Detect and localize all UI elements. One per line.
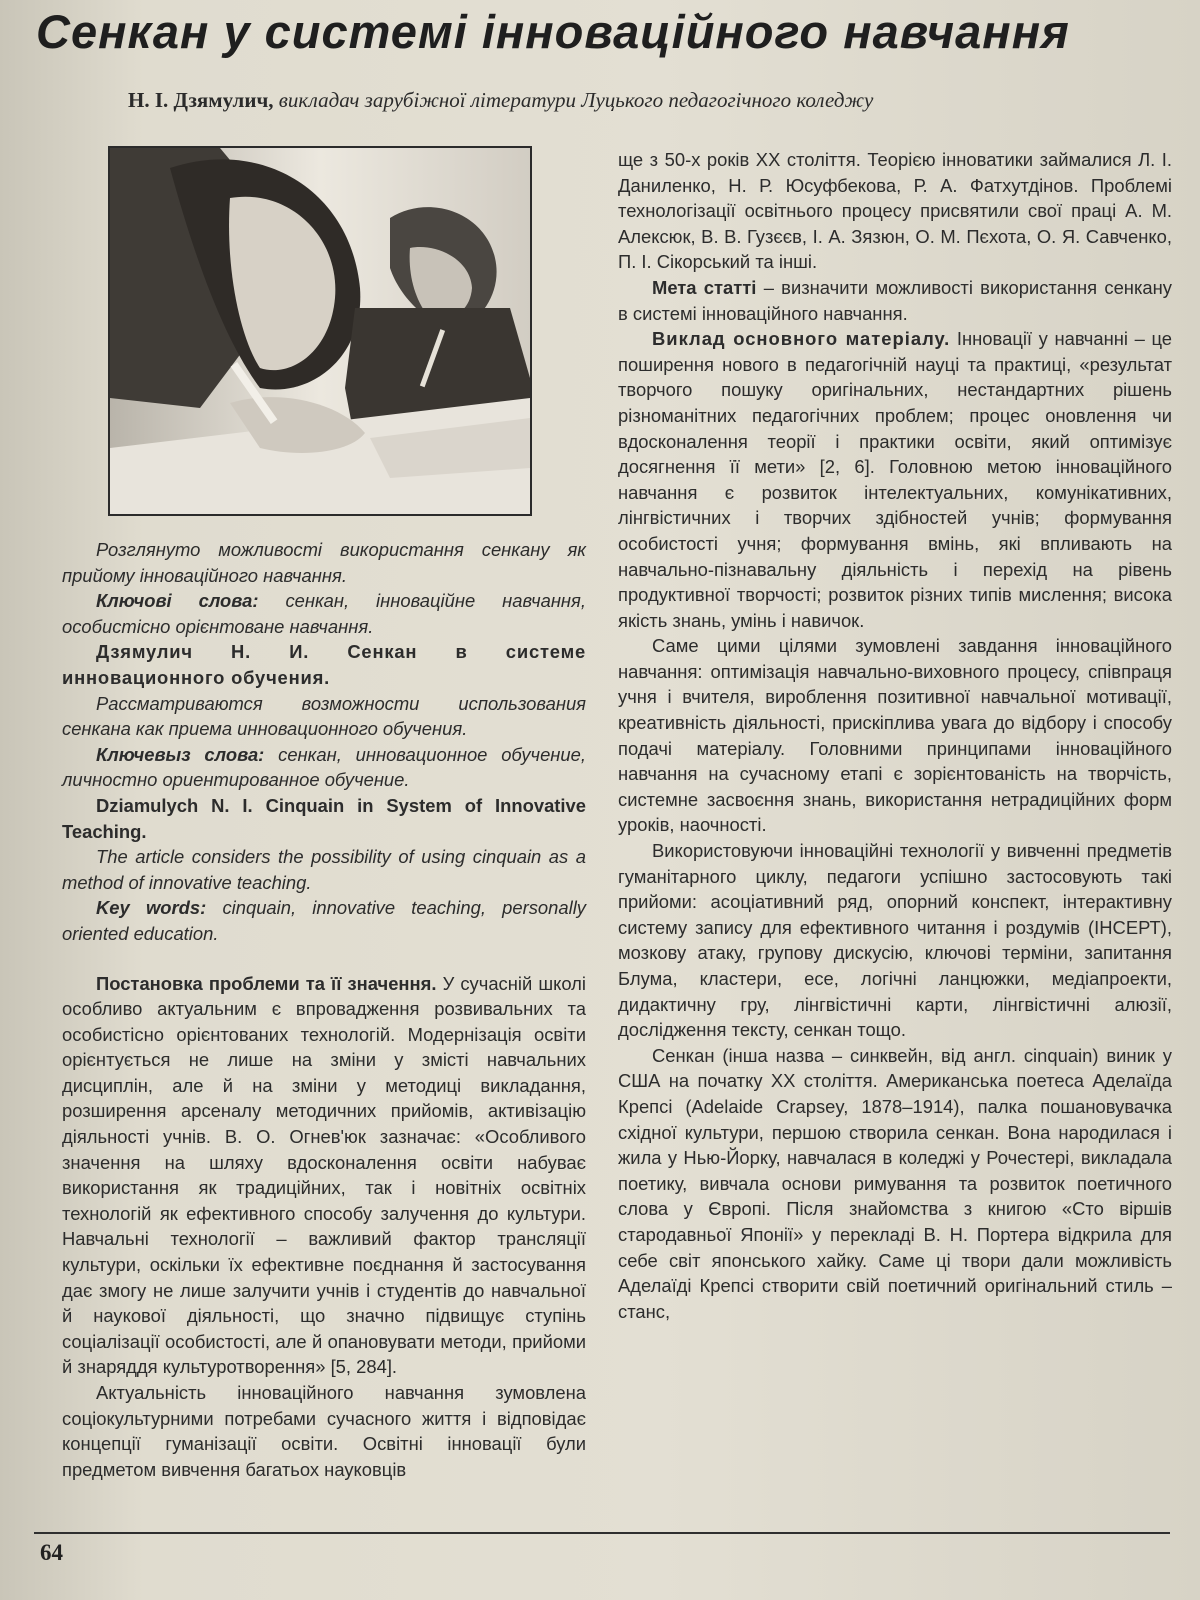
paragraph-tasks: Саме цими цілями зумовлені завдання інноваційного навчання: оптимізація навчально-виховного процесу, співпраця учня і вчителя, вироблення позитивної навчальної мотивації, креативність діяльності, прискіплива увага до відбору і способу подачі матеріалу. Головними принципами інноваційного навчання на сучасному етапі є зорієнтованість на творчість, системне засвоєння знань, використання нетрадиційних форм уроків, наочності.	[618, 635, 1172, 836]
paragraph-researchers: ще з 50-х років XX століття. Теорією інноватики займалися Л. І. Даниленко, Н. Р. Юсуфбекова, Р. А. Фатхутдінов. Проблемі технологізації освітнього процесу присвятили свої праці А. М. Алексюк, В. В. Гузєєв, І. А. Зязюн, О. М. Пєхота, О. Я. Савченко, П. І. Сікорський та інші.	[618, 149, 1172, 273]
main-text: Інновації у навчанні – це поширення нового в педагогічній науці та практиці, «результат творчого пошуку оригінальних, нестандартних рішень різноманітних педагогічних проблем; процес оновлення чи вдосконалення теорії і практики освіти, який оптимізує досягнення її мети» [2, 6]. Головною метою інноваційного навчання є розвиток інтелектуальних, комунікативних, лінгвістичних і творчих здібностей учнів; формування особистості учня; формування вмінь, які впливають на навчально-пізнавальну діяльність і перехід на рівень продуктивної творчості; розвиток різних типів мислення; висока якість знань, умінь і навичок.	[618, 328, 1172, 631]
section-gap	[62, 947, 586, 971]
keywords-en-label: Key words:	[96, 897, 207, 919]
paragraph-aim	[618, 275, 1172, 326]
paragraph-techniques: Використовуючи інноваційні технології у вивченні предметів гуманітарного циклу, педагоги успішно застосовують такі прийоми: асоціативний ряд, опорний конспект, інтерактивну систему запису для ефективного читання і роздумів (ІНСЕРТ), мозкову атаку, групову дискусію, ключові терміни, запитання Блума, кластери, есе, логічні ланцюжки, медіапроекти, дидактичну гру, лінгвістичні карти, лінгвістичні алюзії, дослідження тексту, сенкан тощо.	[618, 840, 1172, 1041]
paragraph-relevance: Актуальність інноваційного навчання зумовлена соціокультурними потребами сучасного життя і відповідає концепції гуманізації освіти. Освітні інновації були предметом вивчення багатьох науковців	[62, 1382, 586, 1480]
page-number: 64	[40, 1540, 63, 1565]
paragraph-cinquain-history: Сенкан (інша назва – синквейн, від англ. cinquain) виник у США на початку XX століття. Американська поетеса Аделаїда Крепсі (Adelaide Crapsey, 1878–1914), палка пошановувачка східної культури, першою створила сенкан. Вона народилася і жила у Нью-Йорку, навчалася в коледжі у Рочестері, викладала поетику, вивчала основи римування та розвиток поетичного слова у Європі. Після знайомства з книгою «Сто віршів стародавньої Японії» у перекладі В. Н. Портера відкрила для себе світ японського хайку. Саме ці твори дали можливість Аделаїді Крепсі створити свій поетичний оригінальний стиль – станс,	[618, 1044, 1172, 1322]
author-affiliation: викладач зарубіжної літератури Луцького педагогічного коледжу	[278, 88, 874, 112]
main-label: Виклад основного матеріалу.	[652, 328, 951, 350]
paragraph-main	[618, 326, 1172, 633]
title-ru: Дзямулич Н. И. Сенкан в системе инновационного обучения.	[62, 641, 586, 688]
abstract-ru: Рассматриваются возможности использования сенкана как приема инновационного обучения.	[62, 692, 586, 740]
keywords-ru-label: Ключевыз слова:	[96, 743, 265, 765]
keywords-ua-text: сенкан, інноваційне навчання, особистісно орієнтоване навчання.	[62, 590, 586, 637]
keywords-en	[62, 895, 586, 946]
keywords-ua-label: Ключові слова:	[96, 590, 259, 612]
problem-text: У сучасній школі особливо актуальним є впровадження розвивальних та особистісно орієнтованих технологій. Модернізація освіти орієнтується не лише на зміни у змісті навчальних дисциплін, але й на зміни у методиці викладання, розширення арсеналу методичних прийомів, активізацію діяльності учнів. В. О. Огнев'юк зазначає: «Особливого значення на шляху вдосконалення освіти набуває використання як традиційних, так і новітніх освітніх технологій як ефективного способу залучення до культури. Навчальні технології – важливий фактор трансляції культури, оскільки їх ефективне поєднання й застосування дає змогу не лише залучити учнів і студентів до навчальної й наукової діяльності, що значно підвищує ступінь соціалізації особистості, але й опановувати методи, прийоми й знаряддя культуротворення» [5, 284].	[62, 972, 586, 1378]
article-photo	[108, 146, 532, 516]
aim-label: Мета статті	[652, 276, 757, 298]
byline	[128, 88, 1188, 113]
abstract-en: The article considers the possibility of using cinquain as a method of innovative teaching.	[62, 846, 586, 893]
article-title: Сенкан у системі інноваційного навчання	[36, 5, 1070, 58]
keywords-ru-text: сенкан, инновационное обучение, личностно ориентированное обучение.	[62, 743, 586, 791]
title-en: Dziamulych N. I. Cinquain in System of Innovative Teaching.	[62, 794, 586, 842]
problem-heading: Постановка проблеми та її значення.	[96, 972, 437, 994]
paragraph-problem	[62, 971, 586, 1381]
aim-text: – визначити можливості використання сенкану в системі інноваційного навчання.	[618, 276, 1172, 324]
left-column	[62, 537, 586, 1482]
right-column	[618, 147, 1172, 1324]
keywords-ua	[62, 588, 586, 639]
keywords-ru	[62, 742, 586, 793]
author-name: Н. І. Дзямулич,	[128, 88, 274, 112]
keywords-en-text: cinquain, innovative teaching, personally oriented education.	[62, 897, 586, 944]
abstract-ua: Розглянуто можливості використання сенкану як прийому інноваційного навчання.	[62, 539, 586, 586]
footer-rule	[34, 1532, 1170, 1534]
students-writing-photo	[110, 148, 530, 514]
